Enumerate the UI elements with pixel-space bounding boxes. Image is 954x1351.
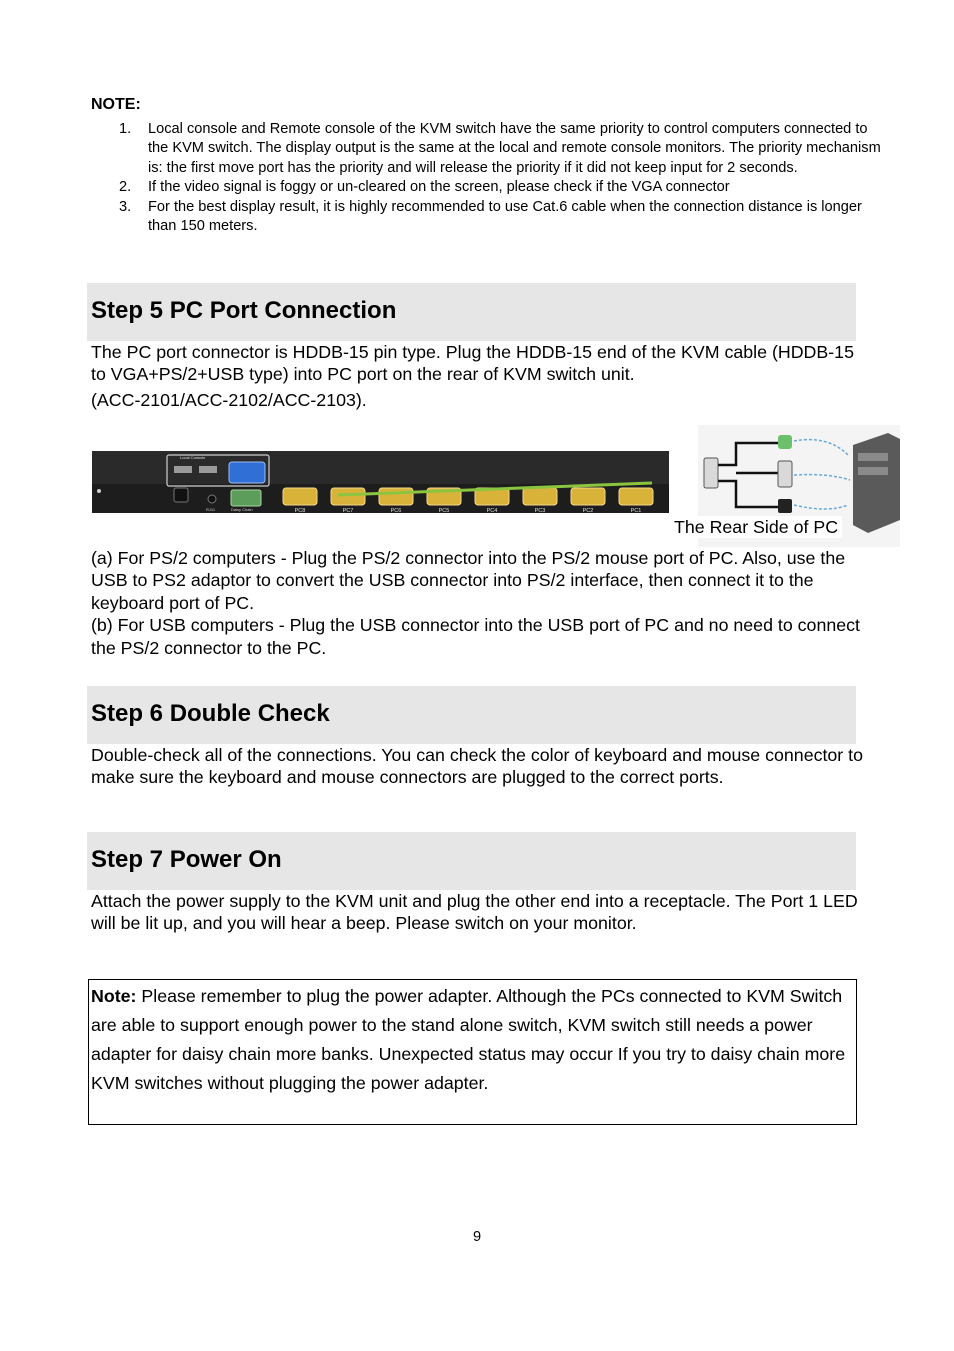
note-item-number: 3.	[119, 198, 132, 215]
local-console-label: Local Console	[180, 455, 206, 460]
note-item-text: Local console and Remote console of the KVM switch have the same priority to control computers connected to the KVM switch. The display output is the same at the local and remote console monitors. The priority mechanism is: the first move port has the priority and will release the priority if it did not keep input for 2 seconds.	[148, 121, 881, 176]
note-box-label: Note:	[91, 986, 137, 1006]
note-box-text: Please remember to plug the power adapter. Although the PCs connected to KVM Switch are able to support enough power to the stand alone switch, KVM switch still needs a power adapter for daisy chain more banks. Unexpected status may occur If you try to daisy chain more KVM switches without plugging the power adapter.	[91, 986, 846, 1093]
console-usb-port-2	[199, 466, 217, 473]
pc-port-label: PC6	[390, 508, 402, 513]
step7-text: Attach the power supply to the KVM unit and plug the other end into a receptacle. The Port 1 LED will be lit up, and you will hear a beep. Please switch on your monitor.	[91, 891, 858, 934]
note-item-number: 2.	[119, 179, 132, 196]
pc-port-connector	[619, 488, 653, 505]
note-list	[91, 120, 881, 236]
ps2-plug-green	[778, 435, 792, 449]
usb-plug	[778, 499, 792, 513]
rear-side-of-pc-caption: The Rear Side of PC	[674, 516, 842, 538]
step5-usb-instructions: (b) For USB computers - Plug the USB connector into the USB port of PC and no need to connect the PS/2 connector to the PC.	[91, 615, 860, 658]
pc-port-label: PC8	[294, 508, 306, 513]
pc-port-label: PC4	[486, 508, 498, 513]
step5-intro-line: The PC port connector is HDDB-15 pin type. Plug the HDDB-15 end of the KVM cable (HDDB-15 to VGA+PS/2+USB type) into PC port on the rear of KVM switch unit.	[91, 342, 854, 385]
console-usb-port-1	[174, 466, 192, 473]
step5-title: Step 5 PC Port Connection	[91, 297, 397, 324]
note-heading: NOTE:	[91, 96, 141, 113]
note-item-text: For the best display result, it is highly recommended to use Cat.6 cable when the connection distance is longer than 150 meters.	[148, 198, 862, 235]
note-item	[91, 120, 881, 178]
rj11-port	[208, 495, 216, 503]
step5-ps2-instructions: (a) For PS/2 computers - Plug the PS/2 connector into the PS/2 mouse port of PC. Also, use the USB to PS2 adaptor to convert the USB connector into PS/2 interface, then connect it to the keyboard port of PC.	[91, 548, 846, 613]
note-item	[91, 198, 881, 237]
console-vga-port	[229, 462, 265, 483]
pc-port-connector	[331, 488, 365, 505]
step6-title: Step 6 Double Check	[91, 700, 330, 727]
power-jack	[174, 488, 188, 502]
pc-port-label: PC7	[342, 508, 354, 513]
note-item-number: 1.	[119, 121, 132, 137]
pc-port-label: PC3	[534, 508, 546, 513]
step5-intro-models: (ACC-2101/ACC-2102/ACC-2103).	[91, 389, 367, 410]
pc-port-connector	[523, 488, 557, 505]
step5-intro	[91, 341, 866, 411]
panel-screw	[97, 489, 101, 493]
page-number: 9	[472, 1229, 482, 1245]
vga-plug-pc	[778, 461, 792, 487]
pc-drive-bay	[858, 453, 888, 461]
pc-drive-bay	[858, 467, 888, 475]
vga-plug	[704, 458, 718, 488]
pc-port-label: PC2	[582, 508, 594, 513]
daisy-chain-label: Daisy Chain	[231, 507, 253, 512]
rj11-label: RJ11	[206, 507, 216, 512]
step5-instructions	[91, 547, 866, 659]
pc-port-label: PC1	[630, 508, 642, 513]
pc-port-label: PC5	[438, 508, 450, 513]
pc-port-connector	[283, 488, 317, 505]
kvm-rear-panel-figure	[92, 451, 669, 513]
note-item	[91, 178, 881, 197]
power-adapter-note	[91, 982, 861, 1098]
pc-port-connector	[379, 488, 413, 505]
pc-tower	[853, 433, 900, 533]
note-item-text: If the video signal is foggy or un-cleared on the screen, please check if the VGA connector	[148, 179, 730, 196]
pc-port-connector	[571, 488, 605, 505]
step6-text: Double-check all of the connections. You can check the color of keyboard and mouse connector to make sure the keyboard and mouse connectors are plugged to the correct ports.	[91, 745, 863, 788]
step7-title: Step 7 Power On	[91, 846, 282, 873]
daisy-chain-port	[231, 490, 261, 506]
